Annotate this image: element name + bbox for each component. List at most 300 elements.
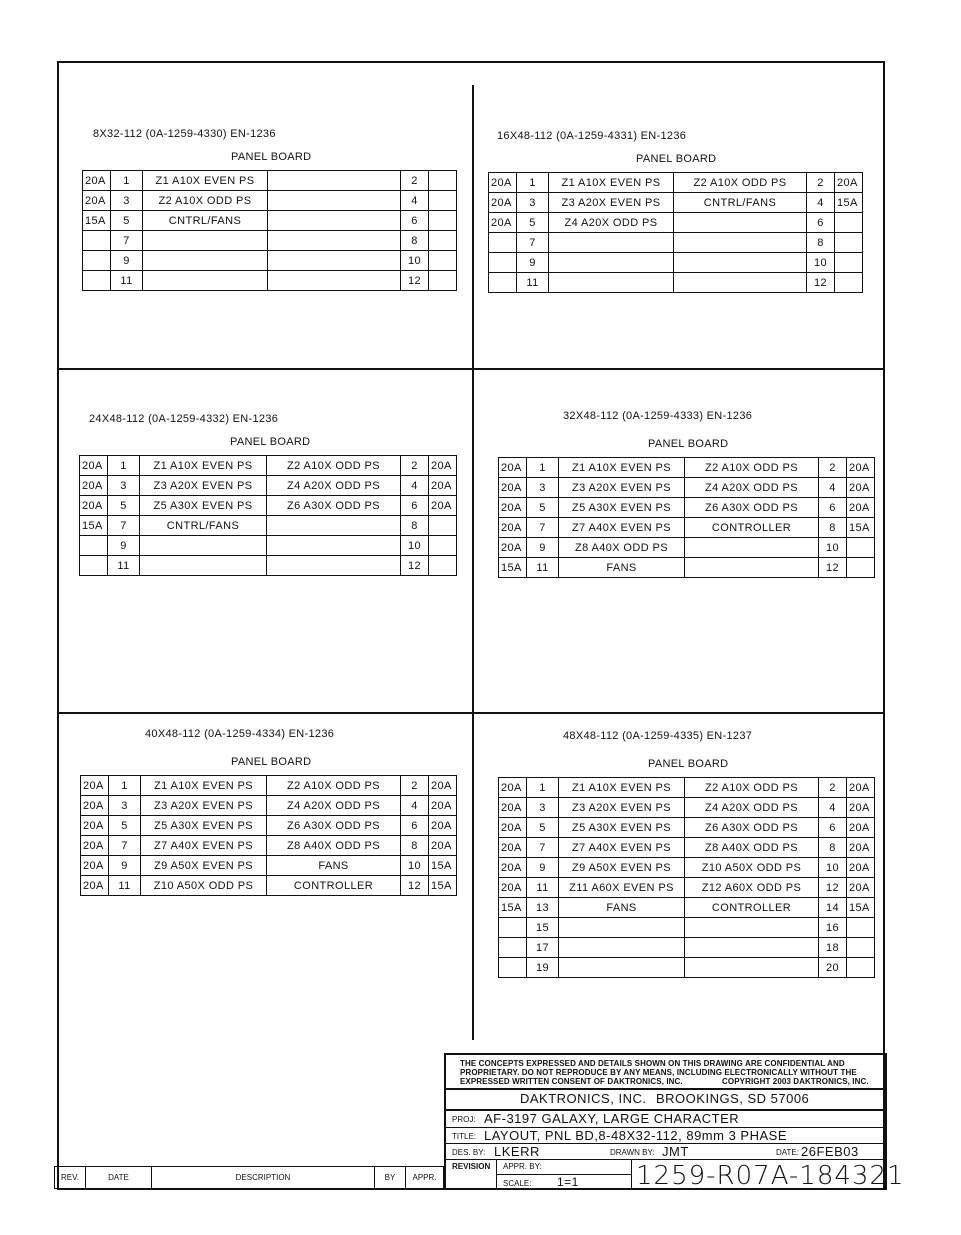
notice-line-2: PROPRIETARY. DO NOT REPRODUCE BY ANY MEANS, INCLUDING ELECTRONICALLY WITHOUT THE xyxy=(460,1068,857,1077)
table-row xyxy=(81,796,457,816)
table-row xyxy=(81,876,457,896)
circuit-number-right: 10 xyxy=(819,538,847,558)
panel-title: 16X48-112 (0A-1259-4331) EN-1236 xyxy=(497,130,687,142)
circuit-number-right: 4 xyxy=(819,798,847,818)
table-row xyxy=(499,458,875,478)
breaker-amp-left: 20A xyxy=(499,518,527,538)
breaker-amp-right: 15A xyxy=(847,518,875,538)
breaker-amp-right: 20A xyxy=(847,798,875,818)
table-row xyxy=(499,798,875,818)
circuit-description-left xyxy=(549,253,674,273)
table-row xyxy=(489,233,863,253)
breaker-amp-left: 20A xyxy=(83,191,111,211)
circuit-number-left: 11 xyxy=(111,271,143,291)
table-row xyxy=(81,836,457,856)
breaker-amp-right: 15A xyxy=(429,876,457,896)
breaker-amp-right: 20A xyxy=(847,778,875,798)
table-row xyxy=(80,496,457,516)
breaker-amp-left: 15A xyxy=(499,558,527,578)
panel-title: 48X48-112 (0A-1259-4335) EN-1237 xyxy=(563,730,753,742)
title-label: TITLE: xyxy=(452,1132,477,1141)
breaker-amp-left xyxy=(499,938,527,958)
circuit-description-left xyxy=(143,231,268,251)
circuit-description-right: Z2 A10X ODD PS xyxy=(267,776,401,796)
circuit-description-right: Z8 A40X ODD PS xyxy=(685,838,819,858)
breaker-amp-left: 20A xyxy=(499,798,527,818)
circuit-description-left: Z7 A40X EVEN PS xyxy=(559,838,685,858)
circuit-number-right: 4 xyxy=(401,476,429,496)
breaker-amp-right xyxy=(429,271,457,291)
circuit-description-left xyxy=(549,233,674,253)
scale-label: SCALE: xyxy=(503,1179,532,1188)
by-header: BY xyxy=(375,1167,406,1188)
breaker-amp-left: 20A xyxy=(499,838,527,858)
panel-title: 24X48-112 (0A-1259-4332) EN-1236 xyxy=(89,413,279,425)
circuit-number-left: 11 xyxy=(108,556,140,576)
circuit-number-right: 12 xyxy=(807,273,835,293)
breaker-amp-left: 15A xyxy=(80,516,108,536)
company-row xyxy=(446,1089,885,1111)
table-row xyxy=(499,858,875,878)
breaker-amp-right: 20A xyxy=(847,858,875,878)
breaker-amp-left: 20A xyxy=(81,776,109,796)
circuit-number-right: 2 xyxy=(401,171,429,191)
title-block xyxy=(444,1053,905,1191)
panel-title: 40X48-112 (0A-1259-4334) EN-1236 xyxy=(145,728,335,740)
table-row xyxy=(499,538,875,558)
circuit-description-right xyxy=(267,556,401,576)
circuit-number-right: 4 xyxy=(401,191,429,211)
circuit-number-left: 15 xyxy=(527,918,559,938)
circuit-description-left: Z3 A20X EVEN PS xyxy=(559,478,685,498)
table-row xyxy=(489,173,863,193)
circuit-number-right: 10 xyxy=(401,251,429,271)
breaker-amp-left: 20A xyxy=(83,171,111,191)
circuit-number-left: 1 xyxy=(517,173,549,193)
title-value: LAYOUT, PNL BD,8-48X32-112, 89mm 3 PHASE xyxy=(484,1128,787,1143)
table-row xyxy=(489,273,863,293)
circuit-description-left xyxy=(143,271,268,291)
circuit-number-left: 9 xyxy=(527,858,559,878)
circuit-description-left: Z9 A50X EVEN PS xyxy=(559,858,685,878)
circuit-description-right xyxy=(268,211,401,231)
breaker-amp-left xyxy=(83,251,111,271)
table-row xyxy=(81,856,457,876)
circuit-description-left: Z5 A30X EVEN PS xyxy=(559,818,685,838)
circuit-number-right: 10 xyxy=(401,536,429,556)
circuit-number-left: 9 xyxy=(517,253,549,273)
circuit-description-left: Z3 A20X EVEN PS xyxy=(141,796,267,816)
circuit-description-left: Z9 A50X EVEN PS xyxy=(141,856,267,876)
breaker-amp-left xyxy=(499,918,527,938)
circuit-description-right: Z2 A10X ODD PS xyxy=(267,456,401,476)
circuit-description-left: Z5 A30X EVEN PS xyxy=(141,816,267,836)
circuit-description-left: Z2 A10X ODD PS xyxy=(143,191,268,211)
panel-table xyxy=(80,775,457,896)
breaker-amp-left xyxy=(489,273,517,293)
circuit-description-left xyxy=(559,918,685,938)
breaker-amp-left xyxy=(83,231,111,251)
breaker-amp-right xyxy=(429,251,457,271)
table-row xyxy=(83,251,457,271)
circuit-number-right: 8 xyxy=(819,518,847,538)
drawn-label: DRAWN BY: xyxy=(610,1148,655,1157)
circuit-number-right: 2 xyxy=(819,778,847,798)
table-row xyxy=(81,776,457,796)
circuit-description-right: CONTROLLER xyxy=(267,876,401,896)
circuit-number-left: 7 xyxy=(527,838,559,858)
circuit-description-left: Z8 A40X ODD PS xyxy=(559,538,685,558)
circuit-description-right: CONTROLLER xyxy=(685,898,819,918)
breaker-amp-left: 20A xyxy=(499,458,527,478)
breaker-amp-right xyxy=(835,273,863,293)
appr-cell xyxy=(497,1160,632,1175)
circuit-description-left: Z1 A10X EVEN PS xyxy=(549,173,674,193)
circuit-number-left: 1 xyxy=(109,776,141,796)
breaker-amp-left: 20A xyxy=(80,476,108,496)
table-row xyxy=(81,816,457,836)
circuit-number-left: 9 xyxy=(111,251,143,271)
circuit-description-right xyxy=(267,516,401,536)
circuit-description-left xyxy=(559,958,685,978)
circuit-description-left xyxy=(140,556,267,576)
table-row xyxy=(83,231,457,251)
circuit-description-left xyxy=(143,251,268,271)
circuit-number-left: 7 xyxy=(111,231,143,251)
breaker-amp-left: 20A xyxy=(499,778,527,798)
circuit-number-left: 5 xyxy=(111,211,143,231)
company-name: DAKTRONICS, INC. xyxy=(520,1091,647,1106)
proj-value: AF-3197 GALAXY, LARGE CHARACTER xyxy=(484,1111,740,1126)
circuit-number-right: 8 xyxy=(401,836,429,856)
rev-header: REV. xyxy=(55,1167,86,1188)
circuit-number-left: 13 xyxy=(527,898,559,918)
circuit-description-right: Z6 A30X ODD PS xyxy=(267,496,401,516)
breaker-amp-left xyxy=(499,958,527,978)
circuit-number-right: 6 xyxy=(401,496,429,516)
table-row xyxy=(499,878,875,898)
breaker-amp-right xyxy=(847,938,875,958)
circuit-description-left xyxy=(140,536,267,556)
breaker-amp-left: 20A xyxy=(489,213,517,233)
circuit-number-left: 7 xyxy=(517,233,549,253)
circuit-description-right: Z6 A30X ODD PS xyxy=(685,818,819,838)
circuit-number-left: 11 xyxy=(527,878,559,898)
table-row xyxy=(80,556,457,576)
circuit-number-right: 2 xyxy=(819,458,847,478)
circuit-number-left: 1 xyxy=(527,458,559,478)
scale-value: 1=1 xyxy=(557,1175,579,1189)
circuit-description-right: Z4 A20X ODD PS xyxy=(685,798,819,818)
panel-table xyxy=(488,172,863,293)
circuit-number-left: 3 xyxy=(517,193,549,213)
circuit-number-left: 1 xyxy=(108,456,140,476)
breaker-amp-left: 15A xyxy=(83,211,111,231)
breaker-amp-left xyxy=(489,233,517,253)
designer-row xyxy=(446,1144,885,1160)
circuit-number-left: 7 xyxy=(109,836,141,856)
circuit-description-left: CNTRL/FANS xyxy=(140,516,267,536)
table-row xyxy=(499,778,875,798)
circuit-description-right xyxy=(268,231,401,251)
circuit-description-left: Z1 A10X EVEN PS xyxy=(143,171,268,191)
date-value: 26FEB03 xyxy=(801,1144,859,1159)
table-row xyxy=(499,558,875,578)
circuit-description-right xyxy=(674,253,807,273)
panel-table xyxy=(498,457,875,578)
breaker-amp-right: 15A xyxy=(847,898,875,918)
revision-table xyxy=(54,1166,444,1189)
table-row xyxy=(499,518,875,538)
breaker-amp-right xyxy=(835,233,863,253)
circuit-number-right: 8 xyxy=(807,233,835,253)
panel-table xyxy=(79,455,457,576)
proj-row xyxy=(446,1110,885,1128)
breaker-amp-right xyxy=(429,231,457,251)
circuit-number-left: 11 xyxy=(109,876,141,896)
circuit-number-right: 12 xyxy=(401,271,429,291)
panel-table xyxy=(498,777,875,978)
panel-title: 8X32-112 (0A-1259-4330) EN-1236 xyxy=(93,128,276,140)
panel-title: 32X48-112 (0A-1259-4333) EN-1236 xyxy=(563,410,753,422)
breaker-amp-left: 20A xyxy=(80,496,108,516)
circuit-description-right xyxy=(674,213,807,233)
breaker-amp-right: 20A xyxy=(429,836,457,856)
circuit-description-right: Z4 A20X ODD PS xyxy=(267,476,401,496)
circuit-number-right: 18 xyxy=(819,938,847,958)
circuit-description-right: Z6 A30X ODD PS xyxy=(685,498,819,518)
table-row xyxy=(83,171,457,191)
circuit-number-right: 10 xyxy=(807,253,835,273)
circuit-number-left: 3 xyxy=(111,191,143,211)
circuit-number-right: 16 xyxy=(819,918,847,938)
breaker-amp-right: 20A xyxy=(847,498,875,518)
circuit-number-left: 7 xyxy=(108,516,140,536)
confidential-notice xyxy=(446,1055,885,1090)
table-row xyxy=(83,191,457,211)
circuit-number-left: 3 xyxy=(108,476,140,496)
circuit-description-left: Z10 A50X ODD PS xyxy=(141,876,267,896)
table-row xyxy=(80,516,457,536)
circuit-number-right: 12 xyxy=(819,558,847,578)
breaker-amp-left: 20A xyxy=(499,478,527,498)
breaker-amp-right: 20A xyxy=(429,496,457,516)
circuit-description-right: CNTRL/FANS xyxy=(674,193,807,213)
breaker-amp-left: 20A xyxy=(81,796,109,816)
circuit-description-left: Z7 A40X EVEN PS xyxy=(141,836,267,856)
notice-line-3: EXPRESSED WRITTEN CONSENT OF DAKTRONICS, INC. xyxy=(460,1077,683,1086)
circuit-description-right xyxy=(267,536,401,556)
breaker-amp-right: 20A xyxy=(429,816,457,836)
table-row xyxy=(83,211,457,231)
panel-table xyxy=(82,170,457,291)
breaker-amp-right xyxy=(429,516,457,536)
circuit-description-left: FANS xyxy=(559,898,685,918)
circuit-number-left: 5 xyxy=(108,496,140,516)
circuit-description-right xyxy=(685,938,819,958)
description-header: DESCRIPTION xyxy=(152,1167,375,1188)
circuit-number-right: 6 xyxy=(401,211,429,231)
table-row xyxy=(489,193,863,213)
circuit-description-left xyxy=(559,938,685,958)
table-row xyxy=(83,271,457,291)
circuit-description-right xyxy=(268,271,401,291)
circuit-description-left: Z4 A20X ODD PS xyxy=(549,213,674,233)
circuit-number-left: 3 xyxy=(527,798,559,818)
table-row xyxy=(499,918,875,938)
row-divider-1 xyxy=(57,368,885,370)
circuit-number-left: 9 xyxy=(527,538,559,558)
notice-line-1: THE CONCEPTS EXPRESSED AND DETAILS SHOWN ON THIS DRAWING ARE CONFIDENTIAL AND xyxy=(460,1059,845,1068)
circuit-description-left: Z1 A10X EVEN PS xyxy=(559,458,685,478)
circuit-number-right: 20 xyxy=(819,958,847,978)
table-row xyxy=(80,536,457,556)
circuit-number-left: 1 xyxy=(111,171,143,191)
circuit-number-left: 5 xyxy=(527,498,559,518)
breaker-amp-right xyxy=(847,918,875,938)
circuit-description-right xyxy=(685,538,819,558)
breaker-amp-right: 20A xyxy=(835,173,863,193)
breaker-amp-left: 20A xyxy=(489,193,517,213)
title-row xyxy=(446,1128,885,1144)
breaker-amp-right: 15A xyxy=(429,856,457,876)
breaker-amp-right: 15A xyxy=(835,193,863,213)
breaker-amp-left: 20A xyxy=(489,173,517,193)
table-row xyxy=(80,476,457,496)
circuit-number-left: 3 xyxy=(527,478,559,498)
breaker-amp-right xyxy=(429,536,457,556)
circuit-description-left: Z5 A30X EVEN PS xyxy=(559,498,685,518)
breaker-amp-left xyxy=(489,253,517,273)
circuit-description-right xyxy=(685,918,819,938)
row-divider-2 xyxy=(57,712,885,714)
circuit-description-left: Z3 A20X EVEN PS xyxy=(140,476,267,496)
revision-label: REVISION xyxy=(452,1162,491,1171)
circuit-number-right: 8 xyxy=(401,231,429,251)
circuit-description-left xyxy=(549,273,674,293)
circuit-description-left: CNTRL/FANS xyxy=(143,211,268,231)
circuit-description-left: Z11 A60X EVEN PS xyxy=(559,878,685,898)
breaker-amp-left: 20A xyxy=(81,816,109,836)
table-row xyxy=(499,478,875,498)
circuit-number-left: 5 xyxy=(109,816,141,836)
circuit-description-right xyxy=(685,558,819,578)
center-divider xyxy=(472,85,474,1040)
appr-label: APPR. BY: xyxy=(503,1162,542,1171)
breaker-amp-left: 20A xyxy=(81,876,109,896)
circuit-number-right: 12 xyxy=(819,878,847,898)
circuit-number-right: 6 xyxy=(819,818,847,838)
circuit-number-right: 6 xyxy=(819,498,847,518)
drawn-value: JMT xyxy=(662,1144,689,1159)
breaker-amp-right: 20A xyxy=(429,796,457,816)
breaker-amp-left: 20A xyxy=(499,878,527,898)
breaker-amp-right: 20A xyxy=(847,878,875,898)
breaker-amp-left: 20A xyxy=(499,498,527,518)
company-location: BROOKINGS, SD 57006 xyxy=(656,1091,810,1106)
panel-subtitle: PANEL BOARD xyxy=(231,151,312,163)
circuit-number-right: 8 xyxy=(819,838,847,858)
circuit-description-right: Z2 A10X ODD PS xyxy=(685,458,819,478)
panel-subtitle: PANEL BOARD xyxy=(648,438,729,450)
breaker-amp-left xyxy=(83,271,111,291)
circuit-description-left: Z1 A10X EVEN PS xyxy=(559,778,685,798)
circuit-number-right: 10 xyxy=(401,856,429,876)
circuit-description-right: CONTROLLER xyxy=(685,518,819,538)
circuit-description-right xyxy=(674,273,807,293)
circuit-number-right: 2 xyxy=(401,456,429,476)
circuit-description-left: Z1 A10X EVEN PS xyxy=(141,776,267,796)
breaker-amp-right xyxy=(847,538,875,558)
breaker-amp-left: 20A xyxy=(81,836,109,856)
breaker-amp-right: 20A xyxy=(847,818,875,838)
breaker-amp-right xyxy=(429,171,457,191)
circuit-number-right: 4 xyxy=(807,193,835,213)
table-row xyxy=(489,253,863,273)
copyright: COPYRIGHT 2003 DAKTRONICS, INC. xyxy=(722,1077,869,1086)
circuit-description-left: Z5 A30X EVEN PS xyxy=(140,496,267,516)
circuit-number-right: 4 xyxy=(819,478,847,498)
table-row xyxy=(499,898,875,918)
circuit-description-right: FANS xyxy=(267,856,401,876)
panel-subtitle: PANEL BOARD xyxy=(231,756,312,768)
circuit-description-right xyxy=(685,958,819,978)
circuit-number-left: 9 xyxy=(109,856,141,876)
date-label: DATE: xyxy=(776,1148,799,1157)
circuit-number-left: 3 xyxy=(109,796,141,816)
breaker-amp-right: 20A xyxy=(847,838,875,858)
breaker-amp-right xyxy=(429,211,457,231)
breaker-amp-left: 20A xyxy=(81,856,109,876)
breaker-amp-right: 20A xyxy=(847,478,875,498)
breaker-amp-left: 20A xyxy=(499,858,527,878)
breaker-amp-left: 20A xyxy=(499,818,527,838)
breaker-amp-left: 15A xyxy=(499,898,527,918)
table-row xyxy=(499,818,875,838)
circuit-number-right: 14 xyxy=(819,898,847,918)
circuit-number-right: 2 xyxy=(401,776,429,796)
circuit-number-right: 6 xyxy=(807,213,835,233)
circuit-description-right: Z4 A20X ODD PS xyxy=(267,796,401,816)
panel-subtitle: PANEL BOARD xyxy=(636,153,717,165)
circuit-number-left: 19 xyxy=(527,958,559,978)
circuit-number-right: 2 xyxy=(807,173,835,193)
circuit-number-right: 12 xyxy=(401,556,429,576)
circuit-description-left: Z1 A10X EVEN PS xyxy=(140,456,267,476)
table-row xyxy=(489,213,863,233)
circuit-number-right: 10 xyxy=(819,858,847,878)
table-row xyxy=(499,958,875,978)
circuit-description-right xyxy=(268,191,401,211)
breaker-amp-left xyxy=(80,556,108,576)
des-value: LKERR xyxy=(494,1144,540,1159)
breaker-amp-right xyxy=(835,253,863,273)
circuit-number-left: 1 xyxy=(527,778,559,798)
breaker-amp-right: 20A xyxy=(429,456,457,476)
appr-header: APPR. xyxy=(412,1173,437,1182)
breaker-amp-right: 20A xyxy=(429,776,457,796)
panel-subtitle: PANEL BOARD xyxy=(648,758,729,770)
revision-cell xyxy=(446,1160,497,1190)
table-row xyxy=(80,456,457,476)
table-row xyxy=(499,838,875,858)
proj-label: PROJ: xyxy=(452,1115,476,1124)
circuit-number-left: 5 xyxy=(517,213,549,233)
circuit-number-left: 9 xyxy=(108,536,140,556)
drawing-number: 1259-R07A-184321 xyxy=(636,1161,905,1191)
breaker-amp-right xyxy=(847,558,875,578)
circuit-description-left: Z3 A20X EVEN PS xyxy=(549,193,674,213)
